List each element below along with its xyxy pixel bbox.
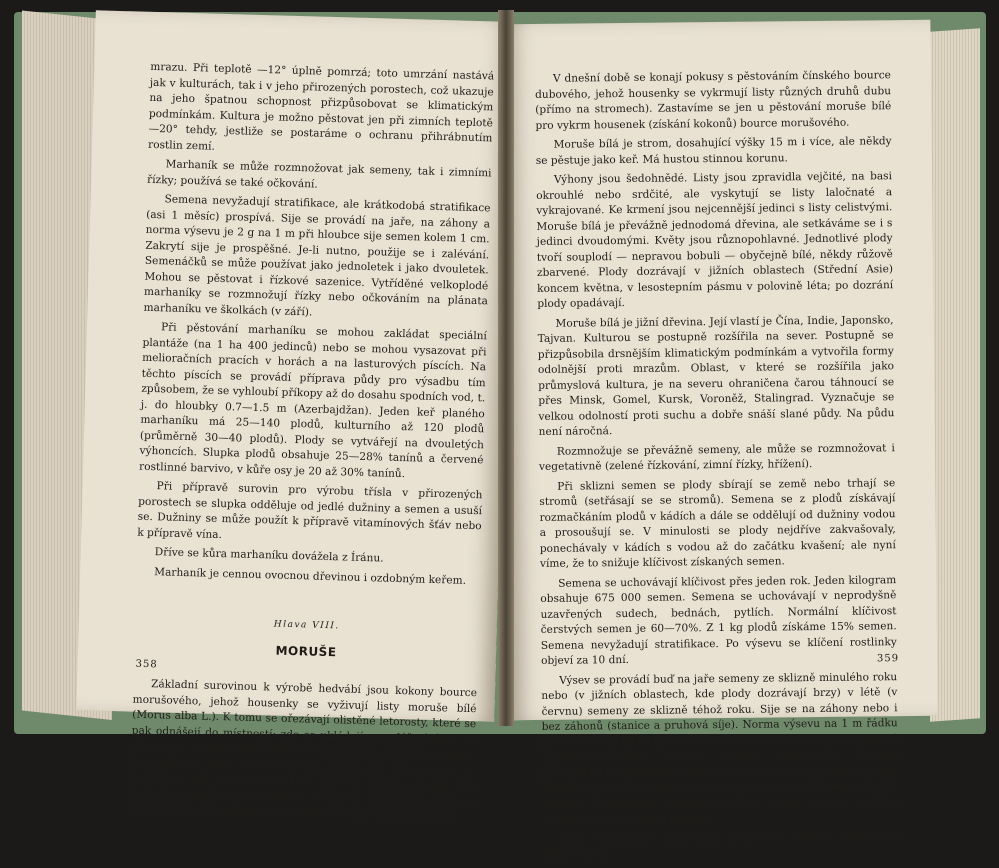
page-number-right: 359 [876, 653, 900, 665]
book-gutter [498, 10, 514, 726]
left-page-text [129, 60, 494, 830]
right-page-text [535, 68, 899, 867]
paragraph: Marhaník se může rozmnožovat jak semeny, tak i zimními řízky; používá se také očkování. [146, 158, 492, 191]
paragraph: Základní surovinou k výrobě hedvábí jsou kokony bource morušového, jehož housenky se vyživují listy moruše bílé (Morus alba L.). K tomu se ořezávají olistěné letorosty, které se pak odnášejí do místností; zde se ukládají na zvláštní lísky, na kterých se vykrmují housenky a se postupně zaměňují novými. Do poslední doby se vykrmovaly housenky jednorázově — jednou za rok, na jaře a v létě, nyní se v praxi pěstují dvě generace v jednom roce. Bourec morušový je starým kulturním hmyzem, který za dlouhou dobu chovu ztratil schopnost létat. [129, 678, 478, 823]
page-number-left: 358 [135, 658, 158, 671]
chapter-title: MORUŠE [275, 643, 337, 659]
paragraph: Při sklizni semen se plody sbírají se země nebo trhají se stromů (setřásají se se stromů). Semena se z plodů získávají rozmačkáním plodů v kádích a dále se oddělují od dužniny vodou a prosoušují se. V minulosti se plody nejdříve zakvašovaly, ponechávaly v kádích s vodou až do začátku kvašení; ale nyní víme, že to snižuje klíčivost získaných semen. [539, 476, 896, 570]
paragraph: Při pěstování marhaníku se mohou zakládat speciální plantáže (na 1 ha 400 jedinců) nebo se mohou vysazovat při melioračních pracích v horách a na lasturových píscích. Na těchto píscích se provádí příprava půdy pro výsadbu tím způsobem, že se vyhloubí příkopy až do dosahu spodních vod, t. j. do hloubky 0.7—1.5 m (Azerbajdžan). Jeden keř planého marhaníku má 25—140 plodů, kulturního až 120 plodů (průměrně 30—40 plodů). Plody se vytvářejí na dvouletých výhoncích. Slupka plodů obsahuje 25—28% tanínů a červené rostlinné barvivo, v kůře osy je 20 až 30% tanínů. [138, 321, 488, 480]
paragraph: Při přípravě surovin pro výrobu třísla v přirozených porostech se slupka odděluje od jedlé dužniny a semen a usuší se. Dužniny se může použít k přípravě vitamínových šťáv nebo k přípravě vína. [137, 480, 483, 541]
paragraph: Výhony jsou šedohnědé. Listy jsou zpravidla vejčité, na basi okrouhlé nebo srdčité, ale vyskytují se listy laločnaté a vykrajované. Ke krmení jsou nejcennější jedinci s listy celistvými. Moruše bílá je převážně jednodomá dřevina, ale setkáváme se i s jedinci dvoudomými. Květy jsou různopohlavné. Jednotlivé plody tvoří souplodí — nepravou bobuli — obyčejně bílé, někdy růžově zbarvené. Plody dozrávají v jižních oblastech (Střední Asie) koncem května, v lesostepním pásmu v polovině léta; po dozrání plody opadávají. [536, 170, 894, 310]
paragraph: Moruše bílá je strom, dosahující výšky 15 m i více, ale někdy se pěstuje jako keř. Má hustou stinnou korunu. [535, 135, 892, 167]
paragraph: Moruše bílá je jižní dřevina. Její vlastí je Čína, Indie, Japonsko, Tajvan. Kulturou se postupně rozšířila na sever. Postupně se přizpůsobila drsnějším klimatickým podmínkám a vytvořila formy odolnější proti mrazům. Oblast, v které se rozšířila jako průmyslová kultura, je na severu ohraničena čarou táhnoucí se přes Minsk, Gomel, Kursk, Voroněž, Stalingrad. Vyznačuje se velkou odolností proti suchu a dobře snáší slané půdy. Na půdu není náročná. [537, 313, 895, 438]
left-page [76, 10, 513, 823]
right-page [504, 20, 937, 861]
paragraph: Marhaník je cennou ovocnou dřevinou i ozdobným keřem. [154, 565, 467, 587]
paragraph: Dříve se kůra marhaníku dovážela z Íránu. [154, 546, 384, 565]
paragraph: Výsev se provádí buď na jaře semeny ze sklizně minulého roku nebo (v jižních oblastech, kde plody dozrávají brzy) v létě (v červnu) semeny ze sklizně téhož roku. Sije se na záhony nebo i bez záhonů (stanice a pruhová síje). Norma výsevu na 1 m řádku je 0.7—0.9 g. Hloubka výsevu je asi 0.5 cm, ale Novočerkasská agrolesomeliorační stanice získala semenáčky (hojným pravidelným zaléváním) i z hloubky 2 cm. Je účelné síje zakrývat. Nutné je pravidelné zalévání, které se má provádět, nejsou-li síje zakryty, každodenně, později nejdříve časté zalévání malými dávkami, později podle potřeby. [541, 670, 899, 826]
paragraph: V dnešní době se konají pokusy s pěstováním čínského bource dubového, jehož housenky se vykrmují listy různých druhů dubu (přímo na stromech). Zastavíme se jen u pěstování moruše bílé pro vykrm housenek (získání kokonů) bource morušového. [535, 69, 892, 132]
paragraph: Jako sadebního materiálu používáme dobře vyvinutých jednoletých [543, 829, 899, 861]
paragraph: Semena nevyžadují stratifikace, ale krátkodobá stratifikace (asi 1 měsíc) prospívá. Sije se provádí na jaře, na záhony a norma výsevu je 2 g na 1 m při hloubce sije semen kolem 1 cm. Zakrytí sije je prospěšné. Je-li nutno, použije se i zalévání. Semenáčků se může používat jako jednoletek i jako dvouletek. Mohou se pěstovat i řízkové sazenice. Vytříděné velkoplodé marhaníky se rozmnožují řízky nebo očkováním na plánata marhaníku ve školkách (v září). [143, 193, 491, 318]
page-edges-right [930, 28, 980, 721]
paragraph: Rozmnožuje se převážně semeny, ale může se rozmnožovat i vegetativně (zelené řízkování, zimní řízky, hřížení). [538, 441, 895, 473]
paragraph: mrazu. Při teplotě —12° úplně pomrzá; toto umrzání nastává jak v kulturách, tak i v jeho přirozených porostech, což ukazuje na jeho špatnou schopnost přizpůsobovat se klimatickým podmínkám. Kultura je možno pěstovat jen při zimních teplotě —20° tehdy, jestliže se postaráme o ochranu přihrábnutím rostlin zemí. [147, 60, 495, 153]
paragraph: Semena se uchovávají klíčivost přes jeden rok. Jeden kilogram obsahuje 675 000 semen. Semena se uchovávají v neprodyšně uzavřených sudech, bednách, pytlích. Normální klíčivost čerstvých semen je 60—70%. Z 1 kg plodů získáme 15% semen. Semena nevyžadují stratifikace. Po výsevu se klíčení rostlinky objeví za 10 dní. [540, 573, 897, 667]
chapter-label: Hlava VIII. [273, 619, 340, 632]
